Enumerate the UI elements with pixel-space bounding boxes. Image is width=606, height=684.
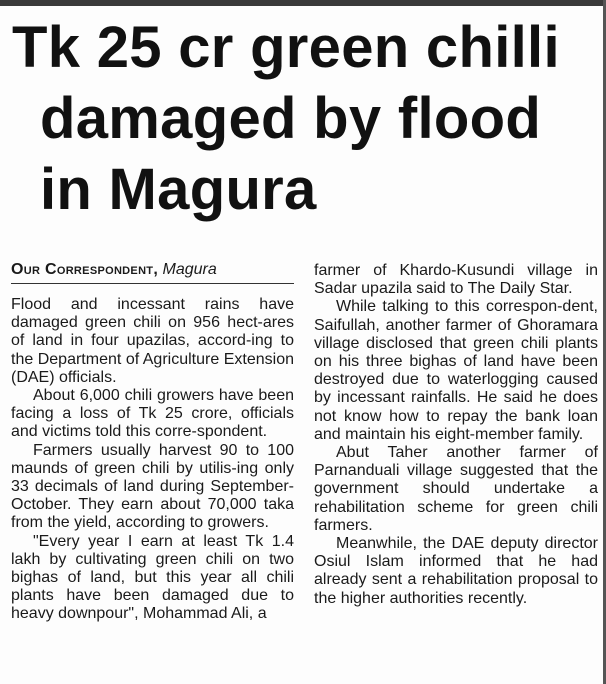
headline-line: Tk 25 cr green chilli: [12, 15, 560, 80]
byline: [11, 260, 294, 284]
byline-name: Our Correspondent,: [11, 261, 159, 278]
top-rule: [0, 0, 606, 6]
headline: [12, 12, 596, 225]
paragraph: Meanwhile, the DAE deputy director Osiul Islam informed that he had already sent a rehabilitation proposal to the higher authorities recently.: [314, 535, 598, 607]
paragraph: While talking to this correspon-dent, Saifullah, another farmer of Ghoramara village disclosed that green chili plants on his three bighas of land have been destroyed due to waterlogging caused by incessant rainfalls. He said he does not know how to repay the bank loan and maintain his eight-member family.: [314, 298, 598, 443]
headline-line: damaged by flood: [40, 86, 542, 151]
headline-line: in Magura: [40, 157, 317, 222]
article-column-left: [11, 260, 294, 624]
paragraph: Flood and incessant rains have damaged green chili on 956 hect-ares of land in four upazilas, accord-ing to the Department of Agriculture Extension (DAE) officials.: [11, 296, 294, 386]
paragraph: "Every year I earn at least Tk 1.4 lakh by cultivating green chili on two bighas of land, but this year all chili plants have been damaged due to heavy downpour", Mohammad Ali, a: [11, 532, 294, 623]
byline-place: Magura: [162, 261, 217, 278]
article-column-right: [314, 262, 598, 608]
paragraph: Farmers usually harvest 90 to 100 maunds of green chili by utilis-ing only 33 decimals of land during September-October. They earn about 70,000 taka from the yield, according to growers.: [11, 441, 294, 532]
paragraph: Abut Taher another farmer of Parnanduali village suggested that the government should undertake a rehabilitation scheme for green chili farmers.: [314, 444, 598, 534]
paragraph: About 6,000 chili growers have been facing a loss of Tk 25 crore, officials and victims told this corre-spondent.: [11, 387, 294, 441]
paragraph: farmer of Khardo-Kusundi village in Sadar upazila said to The Daily Star.: [314, 262, 598, 298]
